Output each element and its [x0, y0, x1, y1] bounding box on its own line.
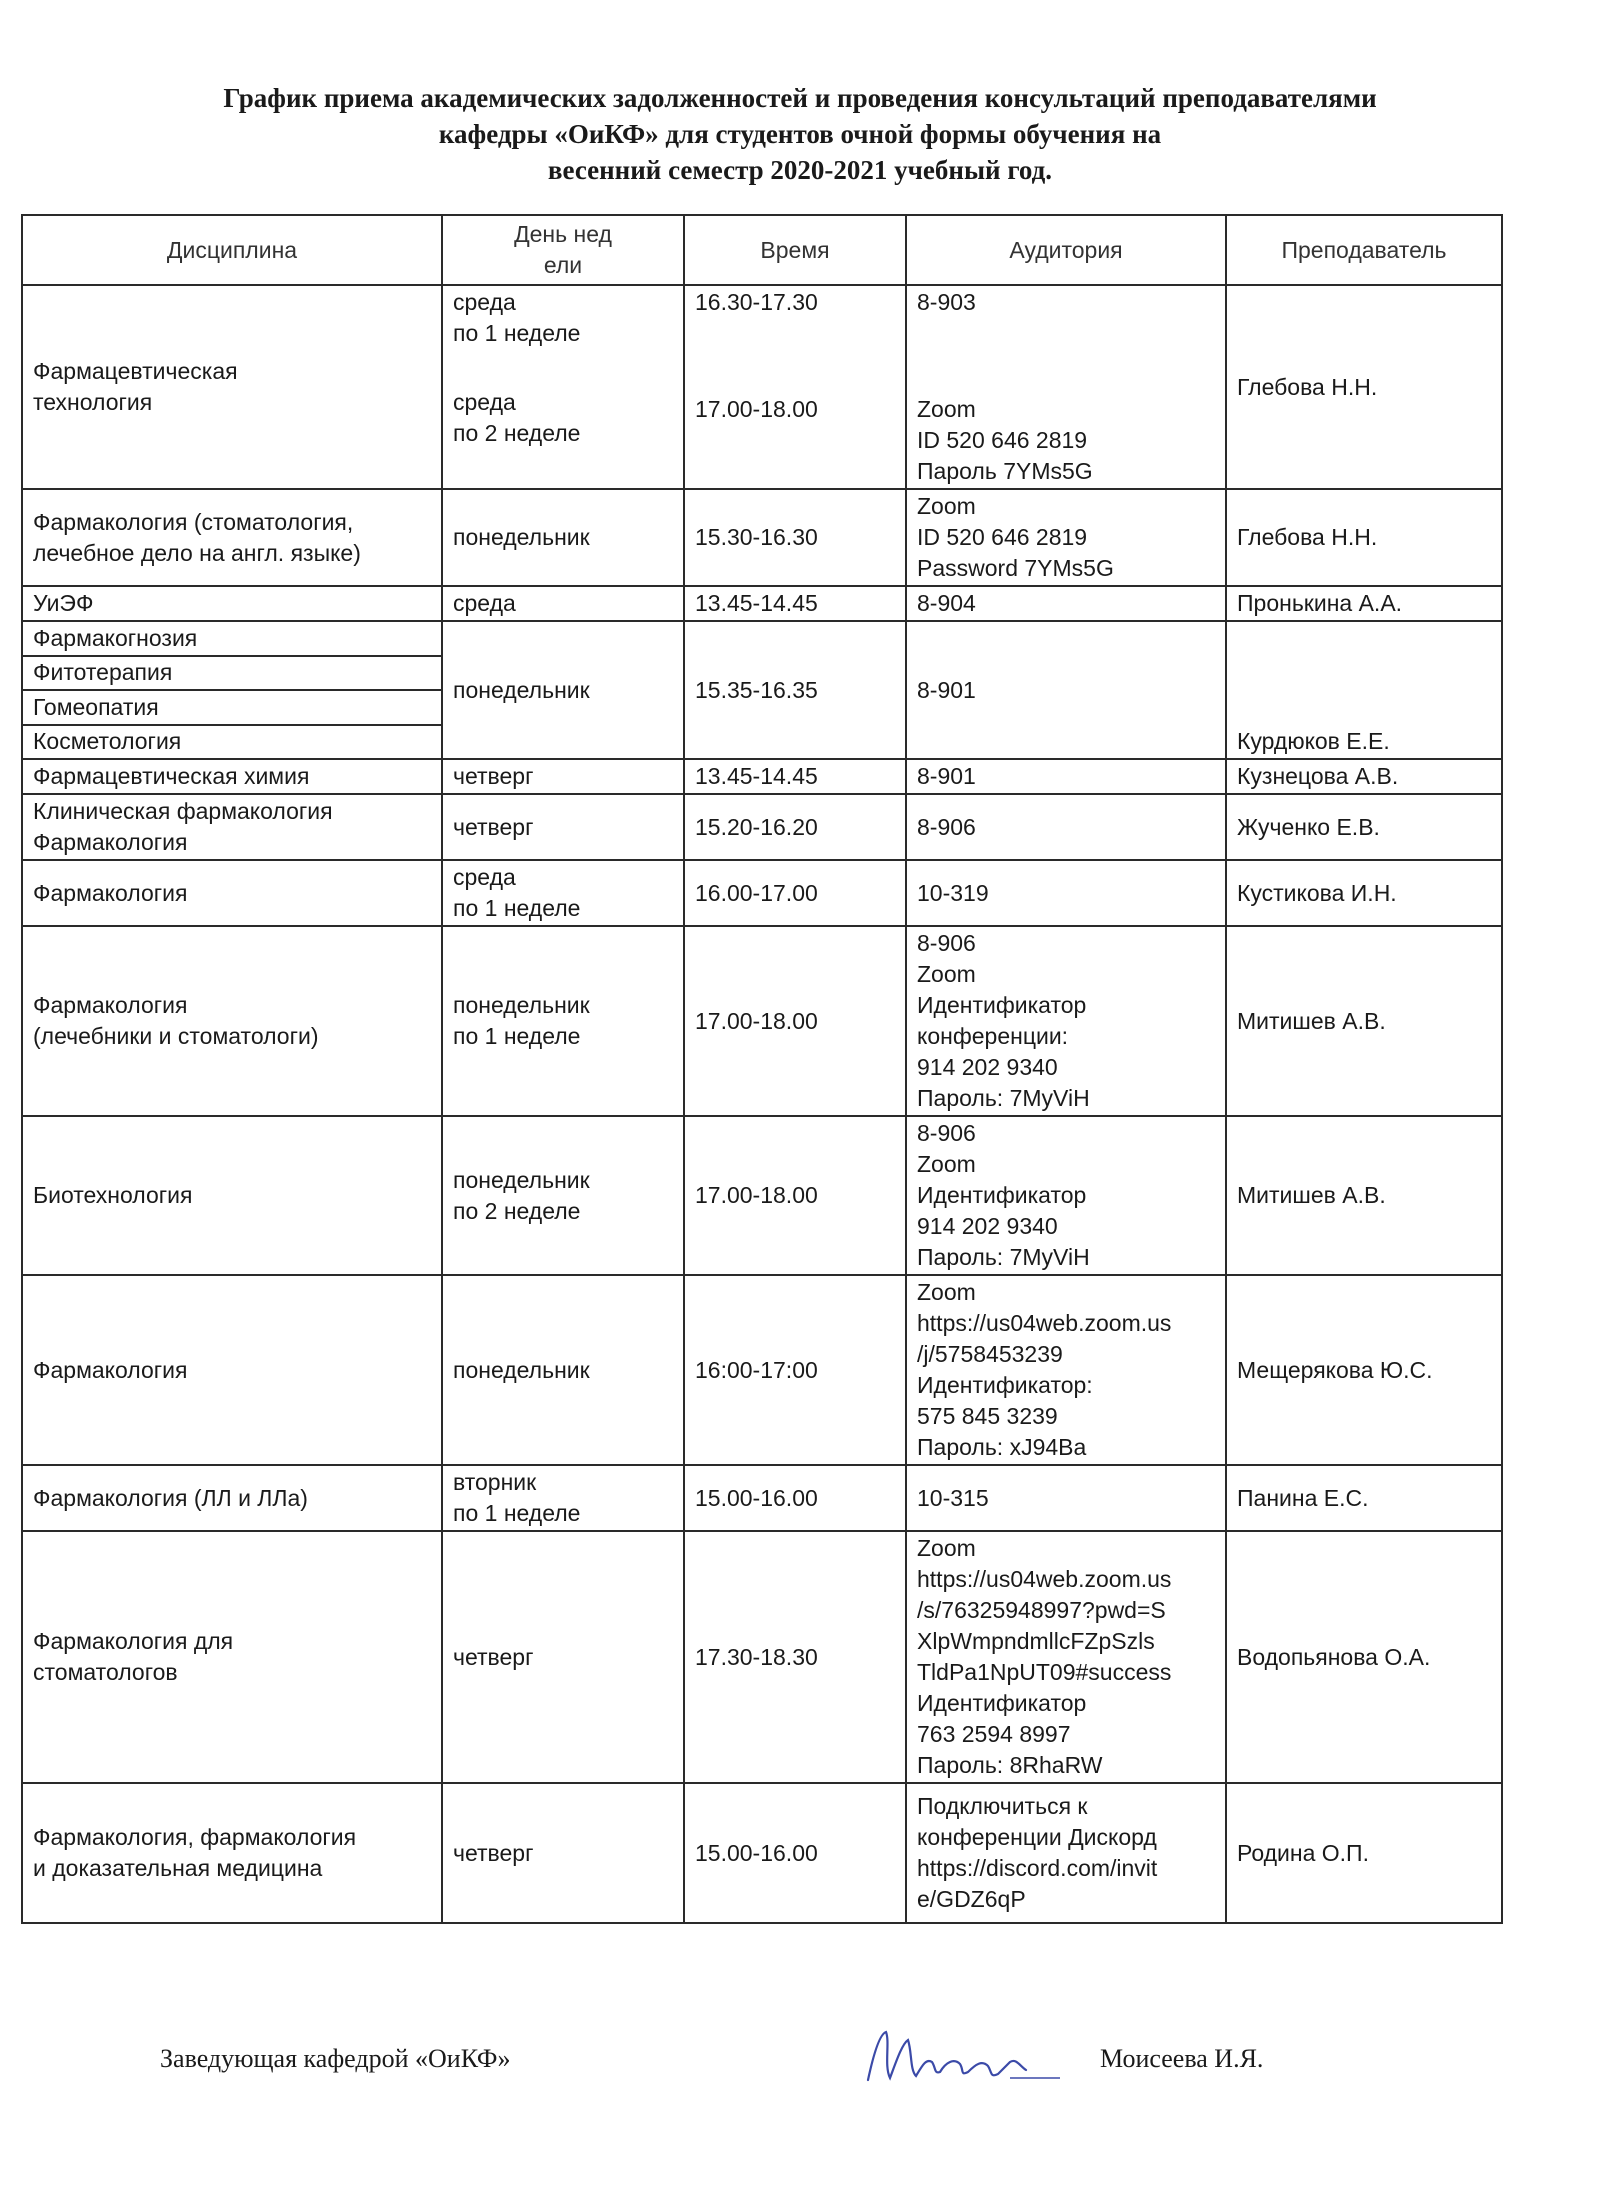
discipline-text-cell: [22, 1116, 442, 1275]
room-text-cell: [906, 794, 1226, 860]
room-text: ID 520 646 2819: [917, 524, 1088, 550]
header-room: Аудитория: [906, 215, 1226, 285]
time-text-cell: [684, 1465, 906, 1531]
time-text: 17.00-18.00: [695, 396, 818, 422]
time-text-cell: [684, 1275, 906, 1465]
teacher-text-cell: [1226, 285, 1502, 489]
room-text: 763 2594 8997: [917, 1721, 1071, 1747]
time-text: 15.35-16.35: [695, 676, 818, 703]
discipline-text: Гомеопатия: [33, 693, 159, 720]
room-text-cell: [906, 759, 1226, 794]
day-text: среда: [453, 864, 516, 890]
day-text: по 1 неделе: [453, 1023, 581, 1049]
table-row: [22, 794, 1502, 860]
room-text: 8-906: [917, 1120, 976, 1146]
teacher-text-cell: [1226, 1116, 1502, 1275]
table-header-row: [22, 215, 1502, 285]
day-text: четверг: [453, 1643, 534, 1670]
room-text: Zoom: [917, 1279, 976, 1305]
table-row: [22, 1531, 1502, 1783]
teacher-text: Кузнецова А.В.: [1237, 763, 1399, 789]
day-text: понедельник: [453, 1166, 590, 1193]
time-text-cell: [684, 586, 906, 621]
table-row: [22, 285, 1502, 489]
day-text: среда: [453, 289, 516, 315]
discipline-text: Фармакология, фармакология: [33, 1824, 357, 1850]
teacher-text: Жученко Е.В.: [1237, 813, 1380, 840]
table-row: [22, 860, 1502, 926]
teacher-text: Родина О.П.: [1237, 1839, 1369, 1866]
time-text: 16:00-17:00: [695, 1356, 818, 1383]
day-text-cell: [442, 285, 684, 489]
day-text: четверг: [453, 1839, 534, 1866]
discipline-text: Фармакология: [33, 829, 188, 855]
title-line: График приема академических задолженностей и проведения консультаций преподавателями: [223, 83, 1377, 113]
header-teacher: Преподаватель: [1226, 215, 1502, 285]
time-text-cell: [684, 926, 906, 1116]
room-text: Пароль 7YMs5G: [917, 458, 1093, 484]
time-text: 17.00-18.00: [695, 1007, 818, 1034]
day-text: по 2 неделе: [453, 420, 581, 446]
room-text: 575 845 3239: [917, 1403, 1058, 1429]
time-text: 15.00-16.00: [695, 1839, 818, 1866]
discipline-text-cell: [22, 759, 442, 794]
day-text-cell: [442, 1465, 684, 1531]
discipline-text: лечебное дело на англ. языке): [33, 539, 361, 566]
time-text-cell: [684, 759, 906, 794]
discipline-text: Клиническая фармакология: [33, 798, 333, 824]
table-row: [22, 621, 1502, 656]
day-text: четверг: [453, 813, 534, 840]
teacher-text: Мещерякова Ю.С.: [1237, 1356, 1433, 1383]
table-row: [22, 926, 1502, 1116]
day-text: среда: [453, 389, 516, 415]
schedule-table: [21, 214, 1503, 1924]
department-head-title: Заведующая кафедрой «ОиКФ»: [160, 2044, 511, 2073]
time-text-cell: [684, 794, 906, 860]
teacher-text-cell: [1226, 759, 1502, 794]
room-text: https://discord.com/invit: [917, 1855, 1158, 1881]
day-text-cell: [442, 926, 684, 1116]
discipline-text-cell: [22, 794, 442, 860]
day-text: по 2 неделе: [453, 1197, 581, 1224]
room-text: Zoom: [917, 1151, 976, 1177]
room-text: https://us04web.zoom.us: [917, 1566, 1172, 1592]
room-text: Идентификатор: [917, 1182, 1087, 1208]
time-text: 13.45-14.45: [695, 590, 818, 616]
time-text: 15.30-16.30: [695, 524, 818, 550]
discipline-cell: [22, 656, 442, 691]
room-text: конференции:: [917, 1023, 1069, 1049]
room-text: 8-903: [917, 289, 976, 315]
teacher-text: Митишев А.В.: [1237, 1182, 1386, 1208]
room-text: e/GDZ6qP: [917, 1886, 1026, 1912]
document-title: [60, 80, 1540, 188]
table-row: [22, 489, 1502, 586]
room-text-cell: [906, 1275, 1226, 1465]
teacher-text: Панина Е.С.: [1237, 1484, 1369, 1511]
department-head-name: Моисеева И.Я.: [1100, 2044, 1264, 2073]
room-text: 914 202 9340: [917, 1054, 1058, 1080]
discipline-text-cell: [22, 926, 442, 1116]
teacher-text-cell: [1226, 489, 1502, 586]
day-text: понедельник: [453, 1356, 590, 1383]
discipline-text: Фармакология для: [33, 1628, 234, 1654]
discipline-text-cell: [22, 586, 442, 621]
header-day: [442, 215, 684, 285]
room-text: XlpWmpndmllcFZpSzls: [917, 1628, 1155, 1654]
teacher-text-cell: [1226, 621, 1502, 759]
room-text-cell: [906, 1783, 1226, 1923]
discipline-text-cell: [22, 1465, 442, 1531]
day-text: среда: [453, 590, 516, 616]
time-text: 16.00-17.00: [695, 879, 818, 906]
discipline-text: стоматологов: [33, 1659, 178, 1685]
time-text-cell: [684, 621, 906, 759]
day-text-cell: [442, 794, 684, 860]
room-text: 10-315: [917, 1484, 989, 1511]
discipline-text: и доказательная медицина: [33, 1855, 323, 1881]
teacher-text: Водопьянова О.А.: [1237, 1643, 1431, 1670]
time-text-cell: [684, 1783, 906, 1923]
room-text: Пароль: xJ94Ba: [917, 1434, 1087, 1460]
room-text: /s/76325948997?pwd=S: [917, 1597, 1166, 1623]
discipline-text-cell: [22, 489, 442, 586]
day-text-cell: [442, 759, 684, 794]
room-text: 8-906: [917, 813, 976, 840]
day-text: по 1 неделе: [453, 320, 581, 346]
time-text: 17.30-18.30: [695, 1643, 818, 1670]
room-text: Zoom: [917, 396, 976, 422]
discipline-text: технология: [33, 389, 153, 415]
title-line: весенний семестр 2020-2021 учебный год.: [547, 155, 1053, 185]
discipline-text-cell: [22, 1531, 442, 1783]
day-text: понедельник: [453, 524, 590, 550]
signature-text: Моис: [880, 2088, 883, 2089]
room-text: конференции Дискорд: [917, 1824, 1157, 1850]
day-text: понедельник: [453, 992, 590, 1018]
discipline-cell: [22, 725, 442, 760]
room-text: Zoom: [917, 493, 976, 519]
time-text: [695, 318, 895, 356]
teacher-text: Курдюков Е.Е.: [1237, 728, 1390, 754]
teacher-text-cell: [1226, 586, 1502, 621]
time-text-cell: [684, 1116, 906, 1275]
time-text-cell: [684, 285, 906, 489]
discipline-text: Фитотерапия: [33, 659, 173, 686]
room-text: Идентификатор: [917, 1690, 1087, 1716]
table-row: [22, 1465, 1502, 1531]
day-text-cell: [442, 1116, 684, 1275]
room-text-cell: [906, 1116, 1226, 1275]
room-text: 8-901: [917, 763, 976, 789]
room-text: Password 7YMs5G: [917, 555, 1114, 581]
room-text: https://us04web.zoom.us: [917, 1310, 1172, 1336]
room-text-cell: [906, 1465, 1226, 1531]
teacher-text-cell: [1226, 926, 1502, 1116]
room-text: [917, 356, 1215, 394]
discipline-cell: [22, 690, 442, 725]
time-text: 13.45-14.45: [695, 763, 818, 789]
teacher-text-cell: [1226, 1275, 1502, 1465]
day-text: по 1 неделе: [453, 895, 581, 921]
time-text: [695, 356, 895, 394]
discipline-text: (лечебники и стоматологи): [33, 1023, 319, 1049]
room-text: ID 520 646 2819: [917, 427, 1088, 453]
discipline-cell: [22, 621, 442, 656]
discipline-text: Фармакология: [33, 879, 188, 906]
room-text: Zoom: [917, 961, 976, 987]
signature: [860, 2022, 1100, 2092]
day-text-cell: [442, 621, 684, 759]
discipline-text: Фармакология: [33, 1356, 188, 1383]
time-text: 16.30-17.30: [695, 289, 818, 315]
day-text-cell: [442, 489, 684, 586]
teacher-text-cell: [1226, 1465, 1502, 1531]
room-text-cell: [906, 1531, 1226, 1783]
discipline-text: Косметология: [33, 728, 182, 755]
day-text: понедельник: [453, 676, 590, 703]
teacher-text-cell: [1226, 1783, 1502, 1923]
room-text: 8-901: [917, 676, 976, 703]
discipline-text: Фармакология (стоматология,: [33, 508, 354, 535]
discipline-text: Фармакогнозия: [33, 624, 198, 651]
room-text: /j/5758453239: [917, 1341, 1063, 1367]
discipline-text: Фармакология: [33, 992, 188, 1018]
room-text: 8-904: [917, 590, 976, 616]
day-text-cell: [442, 1531, 684, 1783]
room-text: Пароль: 7MyViH: [917, 1085, 1090, 1111]
title-line: кафедры «ОиКФ» для студентов очной формы обучения на: [438, 119, 1162, 149]
room-text: Подключиться к: [917, 1793, 1088, 1819]
discipline-text: Биотехнология: [33, 1182, 193, 1208]
table-row: [22, 1116, 1502, 1275]
teacher-text: Глебова Н.Н.: [1237, 524, 1378, 550]
discipline-text-cell: [22, 1275, 442, 1465]
room-text-cell: [906, 489, 1226, 586]
room-text: Пароль: 8RhaRW: [917, 1752, 1103, 1778]
time-text: 17.00-18.00: [695, 1182, 818, 1208]
room-text: Идентификатор:: [917, 1372, 1093, 1398]
teacher-text-cell: [1226, 794, 1502, 860]
room-text: 914 202 9340: [917, 1213, 1058, 1239]
room-text: 10-319: [917, 879, 989, 906]
day-text: вторник: [453, 1469, 537, 1495]
teacher-text: Кустикова И.Н.: [1237, 879, 1397, 906]
teacher-text: Пронькина А.А.: [1237, 590, 1403, 616]
discipline-text: Фармацевтическая: [33, 358, 238, 384]
room-text: Zoom: [917, 1535, 976, 1561]
table-row: [22, 1275, 1502, 1465]
time-text-cell: [684, 1531, 906, 1783]
table-row: [22, 1783, 1502, 1923]
discipline-text: УиЭФ: [33, 590, 94, 616]
teacher-text-cell: [1226, 1531, 1502, 1783]
table-row: [22, 586, 1502, 621]
teacher-text-cell: [1226, 860, 1502, 926]
time-text: 15.00-16.00: [695, 1484, 818, 1511]
room-text: Пароль: 7MyViH: [917, 1244, 1090, 1270]
day-text: [453, 349, 673, 387]
day-text-cell: [442, 586, 684, 621]
discipline-text-cell: [22, 860, 442, 926]
room-text-cell: [906, 621, 1226, 759]
table-row: [22, 759, 1502, 794]
teacher-text: Глебова Н.Н.: [1237, 373, 1378, 400]
day-text-cell: [442, 860, 684, 926]
day-text-cell: [442, 1275, 684, 1465]
header-discipline: Дисциплина: [22, 215, 442, 285]
discipline-text-cell: [22, 1783, 442, 1923]
room-text-cell: [906, 586, 1226, 621]
day-text: по 1 неделе: [453, 1500, 581, 1526]
day-text-cell: [442, 1783, 684, 1923]
day-text: четверг: [453, 763, 534, 789]
room-text: 8-906: [917, 930, 976, 956]
header-time: Время: [684, 215, 906, 285]
discipline-text: Фармацевтическая химия: [33, 763, 310, 789]
discipline-text: Фармакология (ЛЛ и ЛЛа): [33, 1484, 308, 1511]
header-day-label: День недели: [514, 221, 612, 278]
time-text-cell: [684, 489, 906, 586]
room-text: Идентификатор: [917, 992, 1087, 1018]
room-text-cell: [906, 860, 1226, 926]
time-text-cell: [684, 860, 906, 926]
room-text: TldPa1NpUT09#success: [917, 1659, 1172, 1685]
room-text-cell: [906, 285, 1226, 489]
room-text: [917, 318, 1215, 356]
teacher-text: Митишев А.В.: [1237, 1007, 1386, 1034]
time-text: 15.20-16.20: [695, 813, 818, 840]
discipline-text-cell: [22, 285, 442, 489]
room-text-cell: [906, 926, 1226, 1116]
footer: [0, 2040, 1600, 2140]
